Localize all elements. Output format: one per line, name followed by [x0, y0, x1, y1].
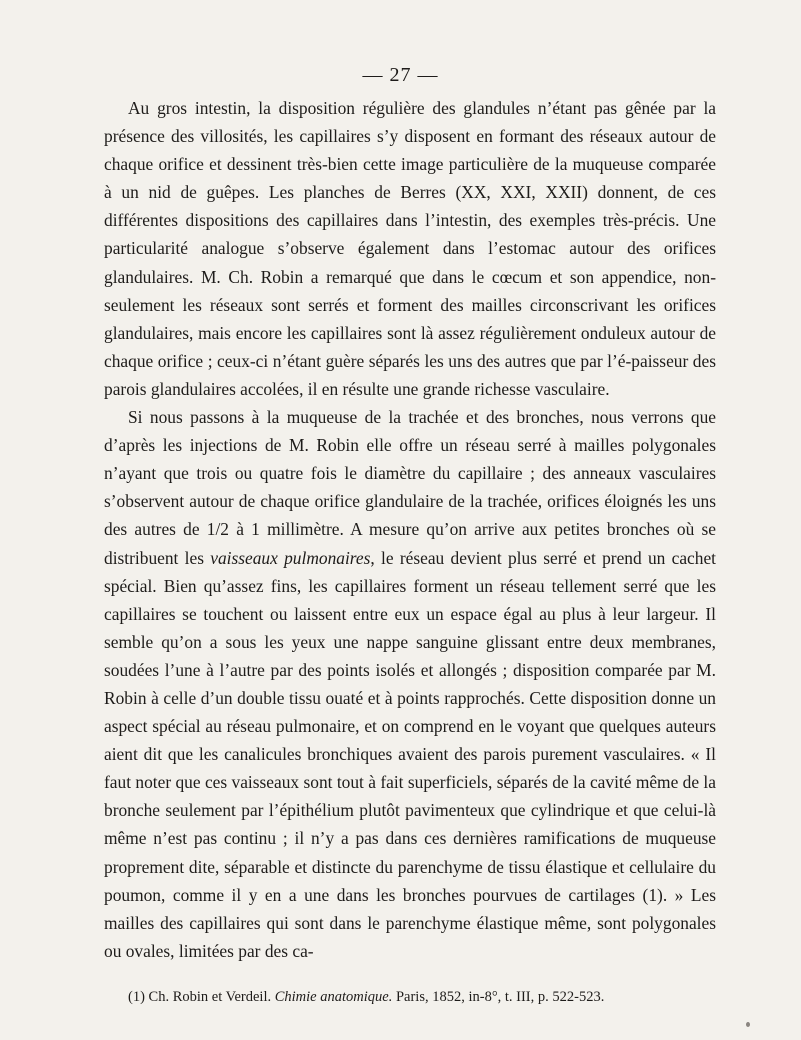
page-number: — 27 — [362, 64, 439, 86]
paragraph-text-before-italic: Si nous passons à la muqueuse de la trachée et des bronches, nous verrons que d’après les injections de M. Robin elle offre un réseau serré à mailles polygonales n’ayant que trois ou quatre fois le diamètre du capillaire ; des anneaux vasculaires s’observent autour de chaque orifice glandulaire de la trachée, orifices éloignés les uns des autres de 1/2 à 1 millimètre. A mesure qu’on arrive aux petites bronches où se distribuent les [104, 407, 716, 568]
footnote-author: (1) Ch. Robin et Verdeil. [128, 989, 275, 1005]
paragraph-gros-intestin: Au gros intestin, la disposition régulière des glandules n’étant pas gênée par la présence des villosités, les capillaires s’y disposent en formant des réseaux autour de chaque orifice et dessinent très-bien cette image particulière de la muqueuse comparée à un nid de guêpes. Les planches de Berres (XX, XXI, XXII) donnent, de ces différentes dispositions des capillaires dans l’intestin, des exemples très-précis. Une particularité analogue s’observe également dans l’estomac autour des orifices glandulaires. M. Ch. Robin a remarqué que dans le cœcum et son appendice, non-seulement les réseaux sont serrés et forment des mailles circonscrivant les orifices glandulaires, mais encore les capillaires sont là assez régulièrement onduleux autour de chaque orifice ; ceux-ci n’étant guère séparés les uns des autres que par l’é-paisseur des parois glandulaires accolées, il en résulte une grande richesse vasculaire. [104, 98, 716, 399]
footnote-title: Chimie anatomique. [274, 989, 393, 1005]
body-text [104, 94, 716, 965]
footnote [104, 988, 716, 1006]
paragraph-trachee-bronches [104, 403, 716, 965]
paragraph-text-after-italic: , le réseau devient plus serré et prend un cachet spécial. Bien qu’assez fins, les capillaires forment un réseau tellement serré que les capillaires se touchent ou laissent entre eux un espace égal au plus à leur largeur. Il semble qu’on a sous les yeux une nappe sanguine glissant entre deux membranes, soudées l’une à l’autre par des points isolés et allongés ; disposition comparée par M. Robin à celle d’un double tissu ouaté et à points rapprochés. Cette disposition donne un aspect spécial au réseau pulmonaire, et on comprend en le voyant que quelques auteurs aient dit que les canalicules bronchiques avaient des parois purement vasculaires. « Il faut noter que ces vaisseaux sont tout à fait superficiels, séparés de la cavité même de la bronche seulement par l’épithélium plutôt pavimenteux que cylindrique et que celui-là même n’est pas continu ; il n’y a pas dans ces dernières ramifications de muqueuse proprement dite, séparable et distincte du parenchyme de tissu élastique et cellulaire du poumon, comme il y en a une dans les bronches pourvues de cartilages (1). » Les mailles des capillaires qui sont dans le parenchyme élastique même, sont polygonales ou ovales, limitées par des ca- [104, 547, 717, 961]
footnote-details: Paris, 1852, in-8°, t. III, p. 522-523. [392, 989, 605, 1005]
italic-term-vaisseaux-pulmonaires: vaisseaux pulmonaires [210, 547, 371, 568]
paper-speck [746, 1022, 750, 1027]
